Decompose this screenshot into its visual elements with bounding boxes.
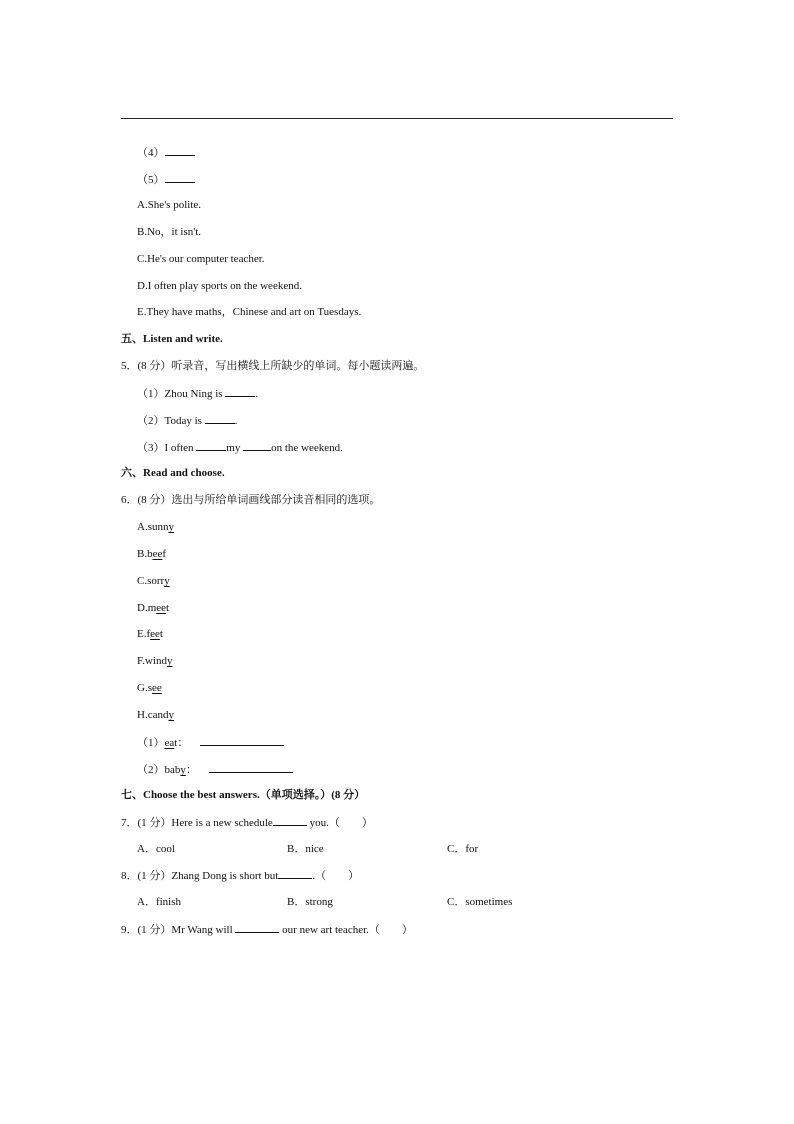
q6-item-1: （1）eat： (137, 735, 284, 750)
q5-item-2: （2）Today is . (137, 415, 238, 427)
answer-blank[interactable] (209, 762, 293, 773)
q7-option-c[interactable]: C．for (447, 843, 479, 855)
answer-blank[interactable] (225, 386, 255, 397)
section-heading-7: 七、Choose the best answers.（单项选择。）(8 分） (121, 789, 366, 801)
part6-option-b: B.beef (137, 548, 167, 560)
answer-blank[interactable] (243, 440, 271, 451)
q8-option-b[interactable]: B．strong (287, 896, 333, 908)
q7-option-b[interactable]: B．nice (287, 843, 324, 855)
q7-option-a[interactable]: A．cool (137, 843, 175, 855)
answer-blank[interactable] (273, 815, 307, 826)
item-number: （1） (137, 388, 165, 400)
part4-option-c: C.He's our computer teacher. (137, 253, 265, 265)
item-number: （1） (137, 737, 165, 749)
part6-option-e: E.feet (137, 628, 163, 640)
question-9: 9．(1 分）Mr Wang will our new art teacher.（ ） (121, 924, 413, 936)
answer-blank[interactable] (278, 868, 312, 879)
part6-option-a: A.sunny (137, 521, 174, 533)
part4-option-a: A.She's polite. (137, 199, 202, 211)
answer-blank[interactable] (200, 735, 284, 746)
question-6: 6．(8 分）选出与所给单词画线部分读音相同的选项。 (121, 494, 381, 506)
q5-item-1: （1）Zhou Ning is . (137, 388, 259, 400)
q8-option-c[interactable]: C．sometimes (447, 896, 513, 908)
question-5: 5．(8 分）听录音，写出横线上所缺少的单词。每小题读两遍。 (121, 360, 425, 372)
part4-item-4 (137, 145, 195, 160)
item-number: （5） (137, 174, 165, 186)
part6-option-d: D.meet (137, 602, 170, 614)
section-heading-5: 五、Listen and write. (121, 333, 223, 345)
part6-option-h: H.candy (137, 709, 174, 721)
header-rule (121, 118, 673, 119)
part4-option-b: B.No，it isn't. (137, 226, 202, 238)
q6-item-2: （2）baby： (137, 762, 293, 777)
item-number: （3） (137, 442, 165, 454)
part6-option-c: C.sorry (137, 575, 170, 587)
part4-item-5 (137, 172, 195, 187)
section-heading-6: 六、Read and choose. (121, 467, 225, 479)
q8-option-a[interactable]: A．finish (137, 896, 181, 908)
item-number: （4） (137, 147, 165, 159)
answer-blank[interactable] (165, 172, 195, 183)
part6-option-f: F.windy (137, 655, 173, 667)
answer-blank[interactable] (205, 413, 235, 424)
question-7: 7．(1 分）Here is a new schedule you.（ ） (121, 817, 373, 829)
q5-item-3: （3）I often my on the weekend. (137, 442, 343, 454)
item-number: （2） (137, 415, 165, 427)
part4-option-e: E.They have maths，Chinese and art on Tuesdays. (137, 306, 362, 318)
answer-blank[interactable] (196, 440, 226, 451)
part6-option-g: G.see (137, 682, 162, 694)
item-number: （2） (137, 764, 165, 776)
question-8: 8．(1 分）Zhang Dong is short but .（ ） (121, 870, 360, 882)
answer-blank[interactable] (165, 145, 195, 156)
part4-option-d: D.I often play sports on the weekend. (137, 280, 302, 292)
answer-blank[interactable] (235, 922, 279, 933)
